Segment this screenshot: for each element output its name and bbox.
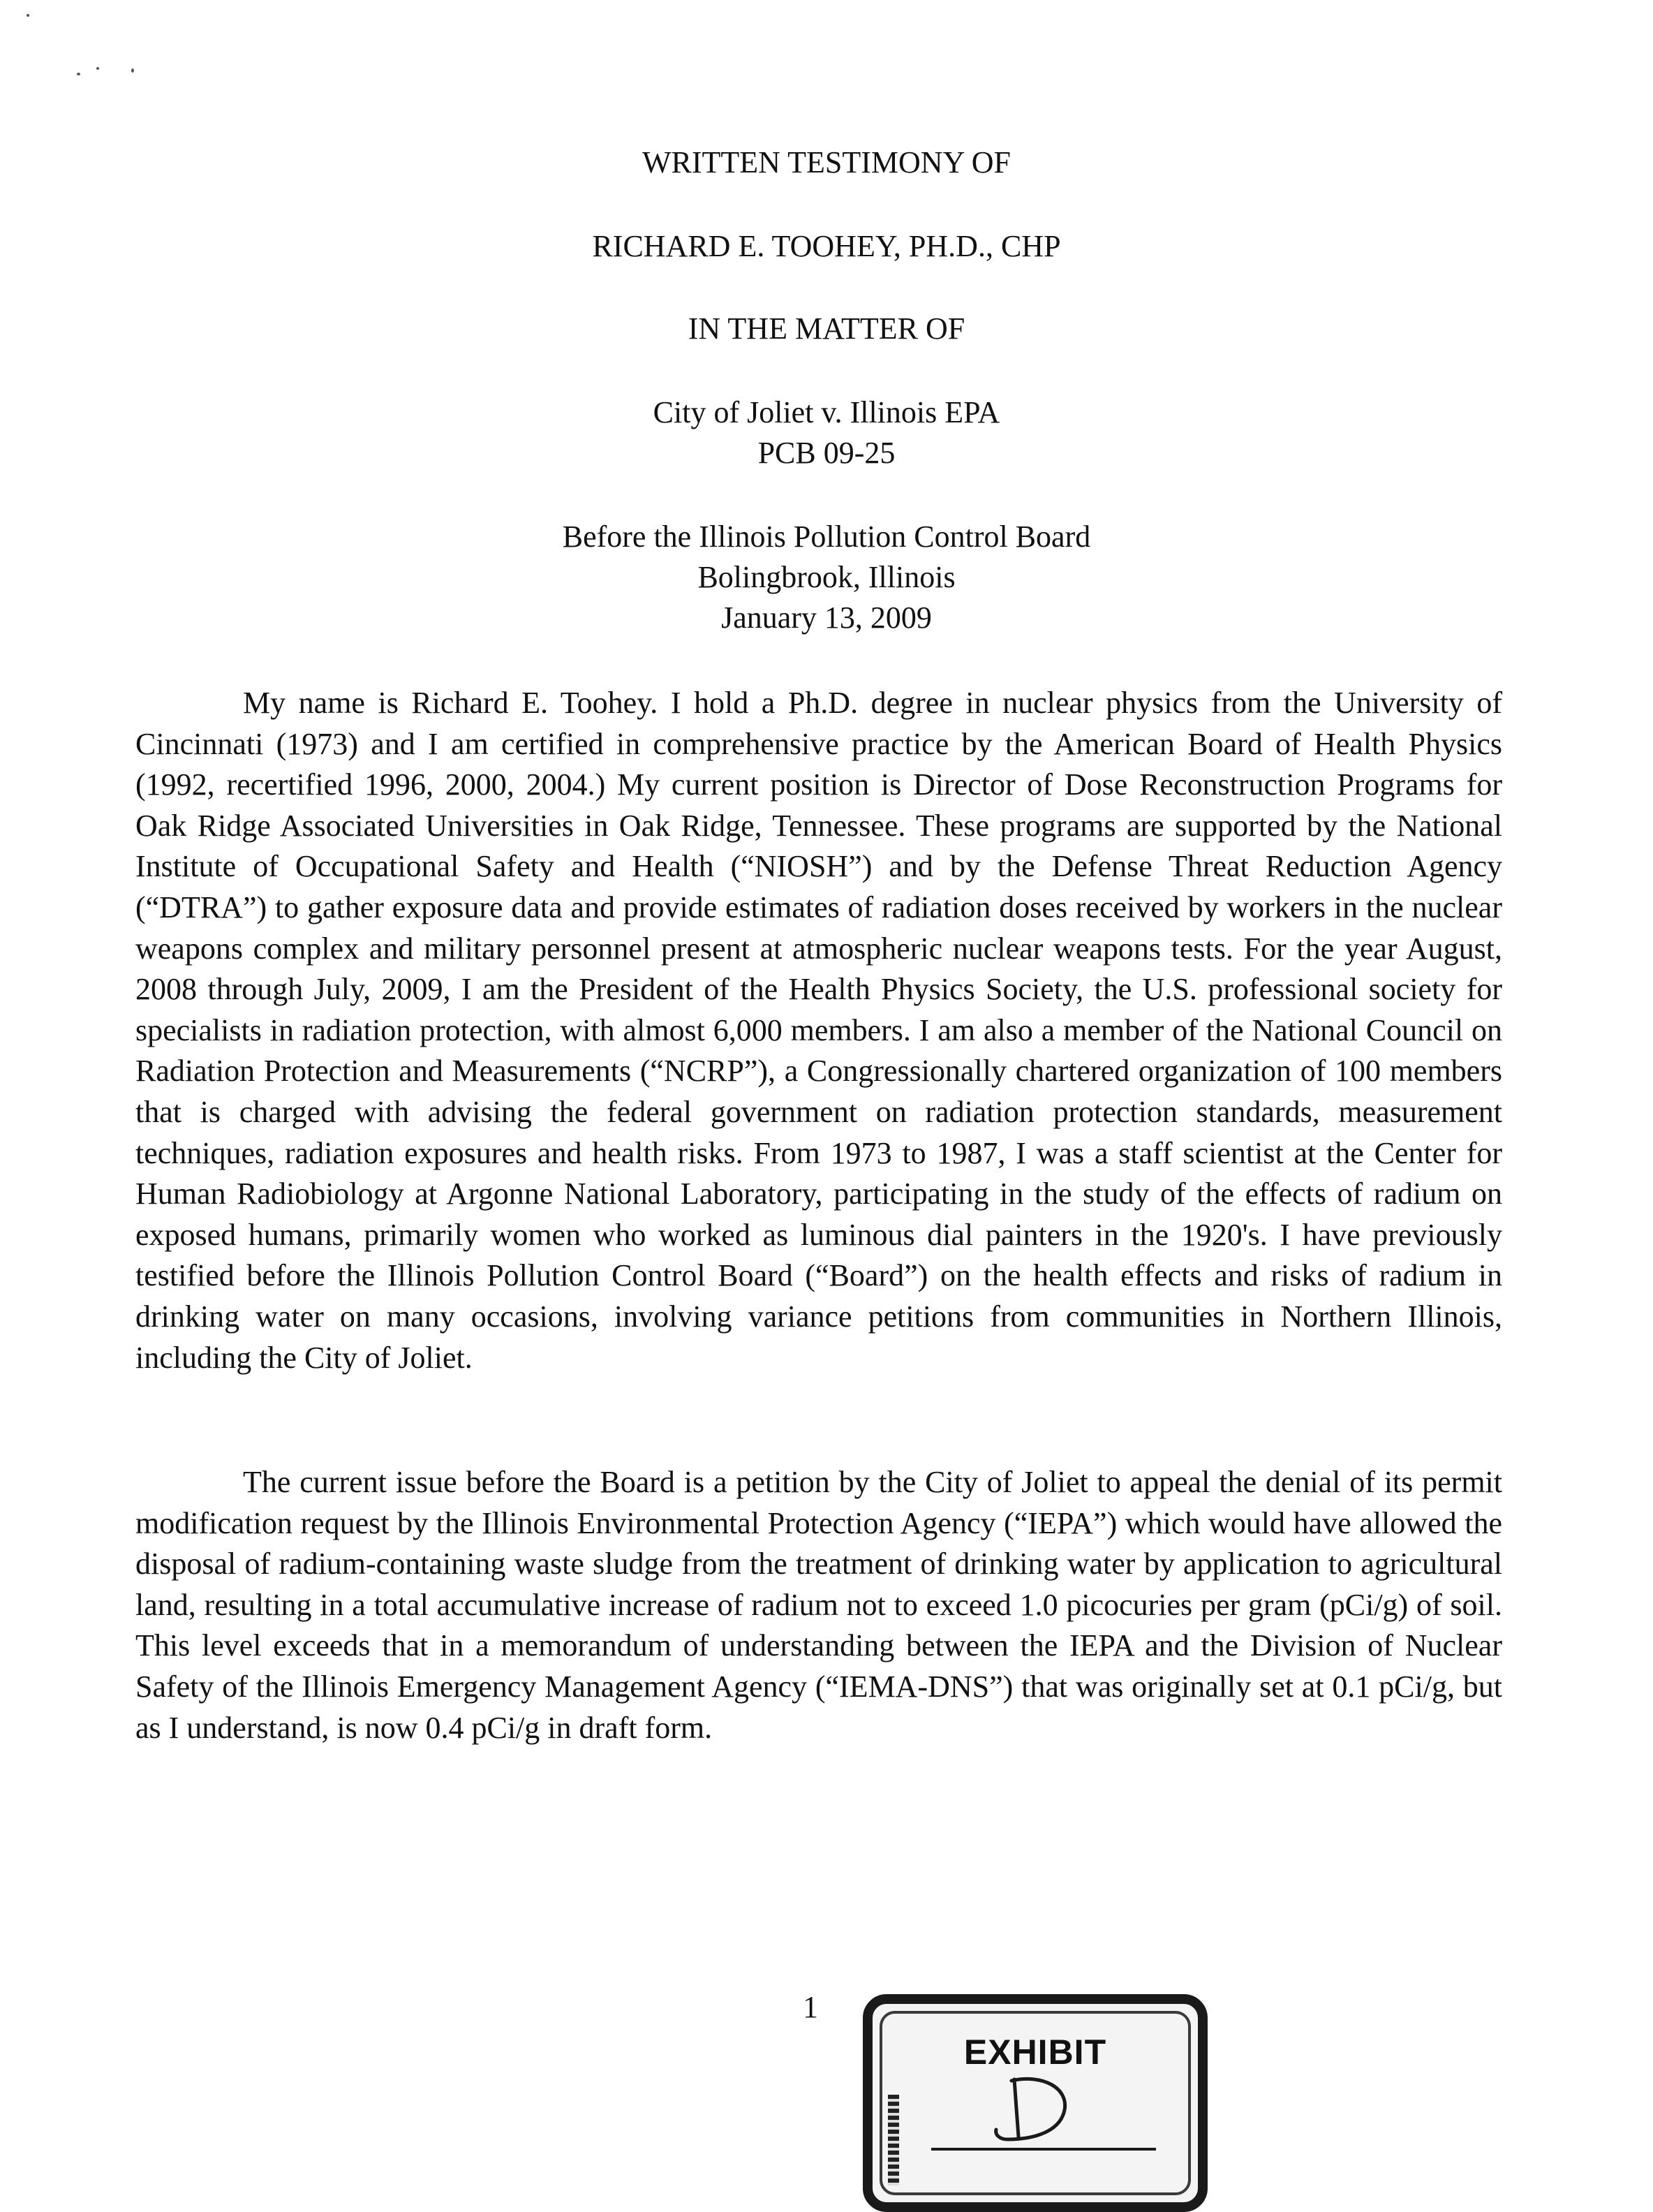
hearing-date: January 13, 2009 [721,600,932,635]
scan-speck [27,14,29,17]
paragraph-1-text: My name is Richard E. Toohey. I hold a Ph.D. degree in nuclear physics from the University of Cincinnati (1973) and I am certified in comprehensive practice by the American Board of Health Physics (1992, recertified 1996, 2000, 2004.) My current position is Director of Dose Reconstruction Programs for Oak Ridge Associated Universities in Oak Ridge, Tennessee. These programs are supported by the National Institute of Occupational Safety and Health (“NIOSH”) and by the Defense Threat Reduction Agency (“DTRA”) to gather exposure data and provide estimates of radiation doses received by workers in the nuclear weapons complex and military personnel present at atmospheric nuclear weapons tests. For the year August, 2008 through July, 2009, I am the President of the Health Physics Society, the U.S. professional society for specialists in radiation protection, with almost 6,000 members. I am also a member of the National Council on Radiation Protection and Measurements (“NCRP”), a Congressionally chartered organization of 100 members that is charged with advising the federal government on radiation protection standards, measurement techniques, radiation exposures and health risks. From 1973 to 1987, I was a staff scientist at the Center for Human Radiobiology at Argonne National Laboratory, participating in the study of the effects of radium on exposed humans, primarily women who worked as luminous dial painters in the 1920's. I have previously testified before the Illinois Pollution Control Board (“Board”) on the health effects and risks of radium in drinking water on many occasions, involving variance petitions from communities in Northern Illinois, including the City of Joliet. [135,686,1502,1375]
handwritten-d-icon [986,2067,1084,2151]
witness-name: RICHARD E. TOOHEY, PH.D., CHP [592,229,1061,263]
stamp-signature-line [931,2148,1156,2151]
paragraph-introduction [135,683,1502,1378]
location: Bolingbrook, Illinois [697,560,956,594]
paragraph-current-issue [135,1462,1502,1748]
document-title: WRITTEN TESTIMONY OF [642,145,1011,179]
page-number: 1 [803,1990,818,2024]
exhibit-stamp [863,1994,1208,2212]
paragraph-2-text: The current issue before the Board is a petition by the City of Joliet to appeal the denial of its permit modification request by the Illinois Environmental Protection Agency (“IEPA”) which would have allowed the disposal of radium-containing waste sludge from the treatment of drinking water by application to agricultural land, resulting in a total accumulative increase of radium not to exceed 1.0 picocuries per gram (pCi/g) of soil. This level exceeds that in a memorandum of understanding between the IEPA and the Division of Nuclear Safety of the Illinois Emergency Management Agency (“IEMA-DNS”) that was originally set at 0.1 pCi/g, but as I understand, is now 0.4 pCi/g in draft form. [135,1465,1502,1745]
venue: Before the Illinois Pollution Control Board [562,519,1091,554]
scan-speck [77,73,80,75]
scan-speck [96,67,99,70]
scan-speck [131,68,134,73]
case-name: City of Joliet v. Illinois EPA [653,395,1000,429]
matter-heading: IN THE MATTER OF [688,311,965,346]
stamp-handwritten-letter [873,2067,1198,2154]
case-number: PCB 09-25 [757,436,896,470]
stamp-title: EXHIBIT [963,2033,1107,2072]
